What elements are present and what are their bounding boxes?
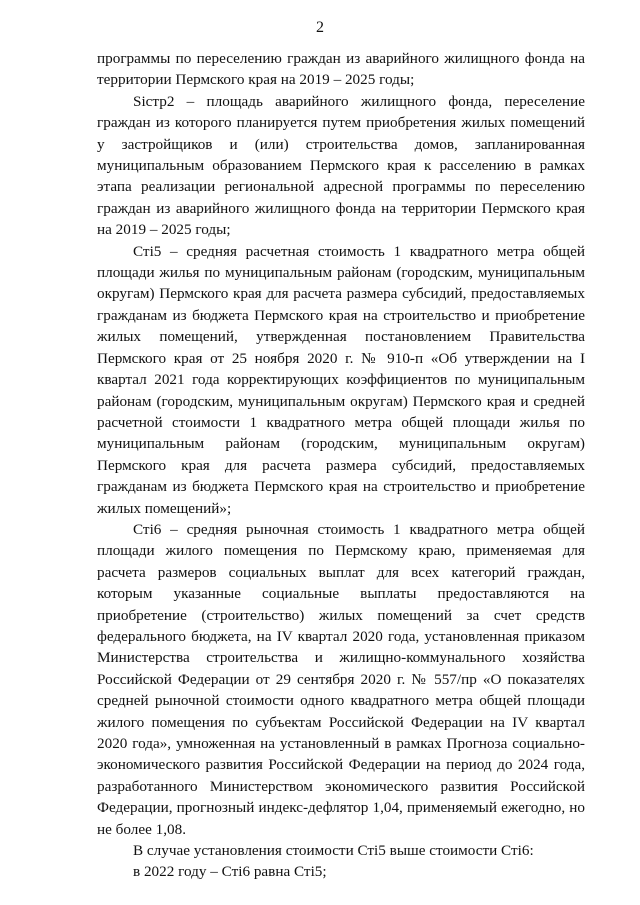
paragraph-sti6-definition: Сті6 – средняя рыночная стоимость 1 квадратного метра общей площади жилого помещения по Пермскому краю, применяемая для расчета размеров социальных выплат для всех категорий граждан, которым указанные социальные выплаты предоставляются на приобретение (строительство) жилых помещений за счет средств федерального бюджета, на IV квартал 2020 года, установленная приказом Министерства строительства и жилищно-коммунального хозяйства Российской Федерации от 29 сентября 2020 г. № 557/пр «О показателях средней рыночной стоимости одного квадратного метра общей площади жилого помещения по субъектам Российской Федерации на IV квартал 2020 года», умноженная на установленный в рамках Прогноза социально-экономического развития Российской Федерации на период до 2024 года, разработанного Министерством экономического развития Российской Федерации, прогнозный индекс-дефлятор 1,04, применяемый ежегодно, но не более 1,08.	[97, 520, 585, 838]
paragraph-2022-rule: в 2022 году – Сті6 равна Сті5;	[133, 863, 327, 881]
document-body	[97, 48, 585, 883]
paragraph-program-continuation: программы по переселению граждан из аварийного жилищного фонда на территории Пермского края на 2019 – 2025 годы;	[97, 50, 585, 89]
paragraph-condition: В случае установления стоимости Сті5 выше стоимости Сті6:	[133, 842, 534, 860]
paragraph-sti5-definition: Сті5 – средняя расчетная стоимость 1 квадратного метра общей площади жилья по муниципальным районам (городским, муниципальным округам) Пермского края для расчета размера субсидий, предоставляемых гражданам из бюджета Пермского края на строительство и приобретение жилых помещений, утвержденная постановлением Правительства Пермского края от 25 ноября 2020 г. № 910-п «Об утверждении на I квартал 2021 года корректирующих коэффициентов по муниципальным районам (городским, муниципальным округам) Пермского края и средней расчетной стоимости 1 квадратного метра общей площади жилья по муниципальным районам (городским, муниципальным округам) Пермского края для расчета размера субсидий, предоставляемых гражданам из бюджета Пермского края на строительство и приобретение жилых помещений»;	[97, 242, 585, 517]
page-number: 2	[316, 19, 324, 36]
paragraph-sistr2-definition: Sістр2 – площадь аварийного жилищного фонда, переселение граждан из которого планируется путем приобретения жилых помещений у застройщиков и (или) строительства домов, запланированная муниципальным образованием Пермского края к расселению в рамках этапа реализации региональной адресной программы по переселению граждан из аварийного жилищного фонда на территории Пермского края на 2019 – 2025 годы;	[97, 92, 585, 239]
